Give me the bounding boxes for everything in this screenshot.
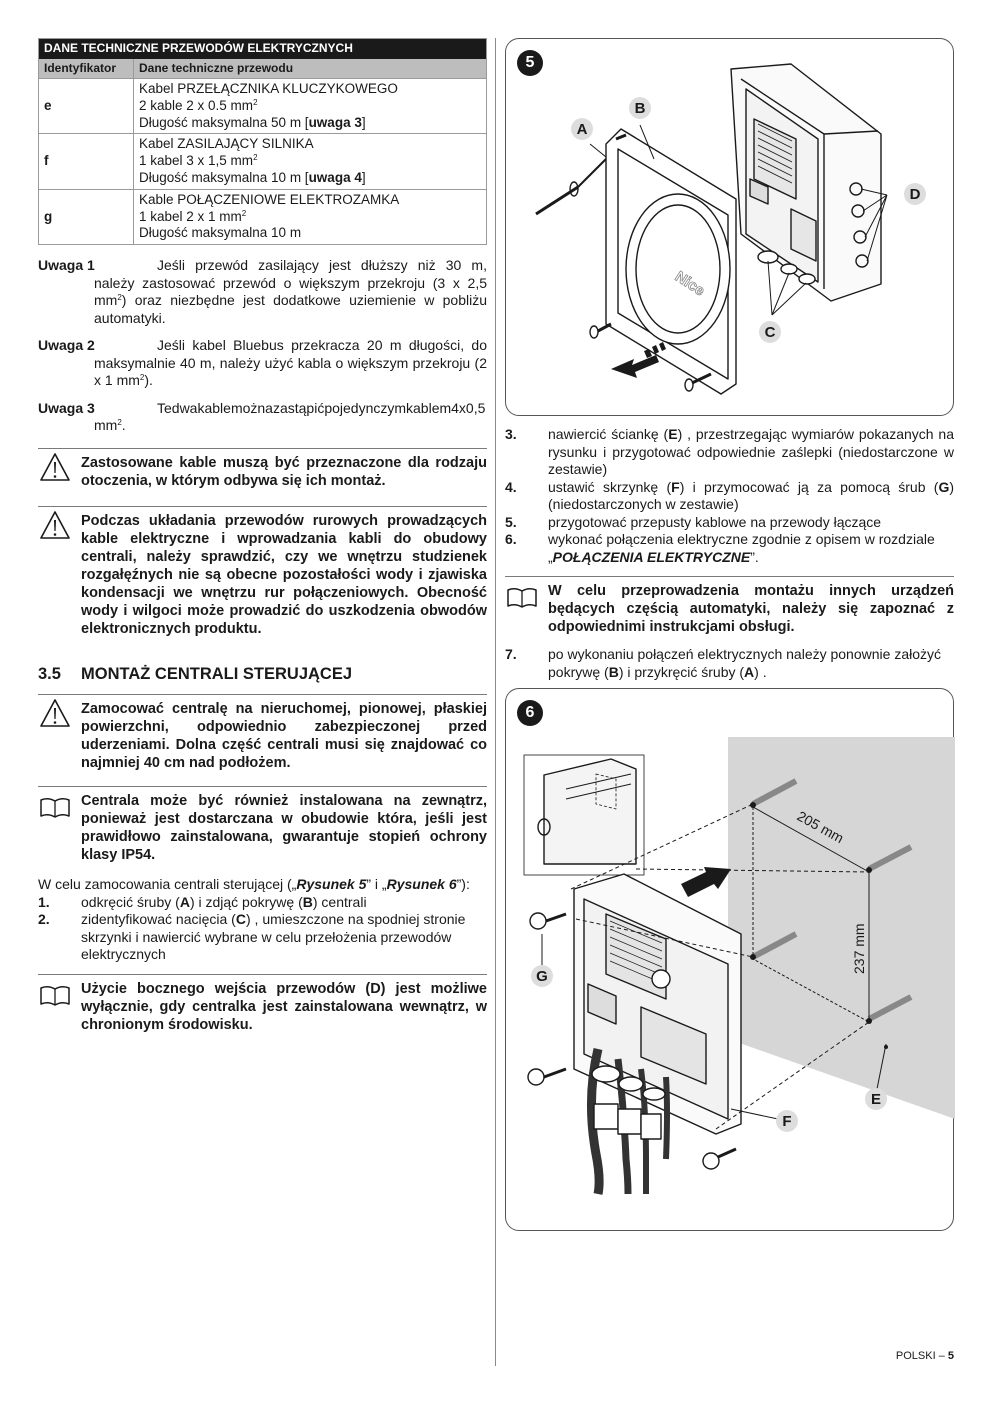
step-text: wykonać połączenia elektryczne zgodnie z opisem w rozdziale „ <box>548 531 935 565</box>
step-text: odkręcić śruby ( <box>81 893 180 910</box>
step-text: ) i zdjąć pokrywę ( <box>189 893 303 910</box>
section-number: 3.5 <box>38 664 61 683</box>
figure-number: 5 <box>517 50 543 76</box>
cable-name: Kabel PRZEŁĄCZNIKA KLUCZYKOWEGO <box>139 81 398 96</box>
page-number: 5 <box>947 1350 954 1362</box>
manual-book-icon <box>506 586 538 608</box>
table-header-id: Identyfikator <box>39 59 134 79</box>
step-text: ) i przymocować ją za pomocą śrub ( <box>679 478 939 495</box>
step-number: 7. <box>505 646 517 662</box>
steps-list-final <box>505 646 954 681</box>
step-number: 4. <box>505 478 517 495</box>
note-ref: uwaga 4 <box>308 169 362 185</box>
step-number: 6. <box>505 531 517 547</box>
step-number: 5. <box>505 513 517 530</box>
row-desc <box>134 189 487 244</box>
note-label: Uwaga 1 <box>38 257 95 274</box>
info-text: W celu przeprowadzenia montażu innych urządzeń będących częścią automatyki, należy się zapoznać z odpowiednimi instrukcjami obsługi. <box>548 583 954 635</box>
warning-text: Zamocować centralę na nieruchomej, pionowej, płaskiej powierzchni, odpowiednio zabezpieczonej przed uderzeniami. Dolna część centrali musi się znajdować co najmniej 40 cm nad podłożem. <box>81 701 487 772</box>
figure-6-frame <box>505 688 954 1231</box>
warning-mounting <box>38 694 487 772</box>
step-text: zidentyfikować nacięcia ( <box>81 911 236 928</box>
table-row <box>39 134 487 189</box>
warning-icon <box>39 452 71 482</box>
warning-cables <box>38 448 487 490</box>
figure-5 <box>505 38 954 416</box>
step-text: po wykonaniu połączeń elektrycznych należy ponownie założyć pokrywę ( <box>548 646 941 680</box>
table-row <box>39 189 487 244</box>
cable-length: Długość maksymalna 10 m [ <box>139 169 309 185</box>
row-desc <box>134 79 487 134</box>
nice-logo: Nice <box>671 268 708 300</box>
step-text: ) (niedostarczonych w zestawie) <box>548 478 955 512</box>
part-key: A <box>179 893 190 910</box>
step-number: 2. <box>38 911 50 928</box>
superscript: 2 <box>139 373 145 383</box>
chapter-ref: POŁĄCZENIA ELEKTRYCZNE <box>552 548 751 565</box>
figure-6-illustration <box>506 689 955 1404</box>
cable-spec: 1 kabel 3 x 1,5 mm <box>139 153 254 169</box>
steps-list-right <box>505 426 954 566</box>
step-text: nawiercić ściankę ( <box>548 426 669 442</box>
row-desc <box>134 134 487 189</box>
step-text: ) i przykręcić śruby ( <box>618 663 745 680</box>
warning-icon <box>39 698 71 728</box>
steps-list-left <box>38 894 487 964</box>
part-key: B <box>302 893 313 910</box>
section-heading <box>38 666 487 684</box>
step-text: ”. <box>750 548 759 565</box>
page-footer <box>896 1348 954 1366</box>
cable-spec: 2 kable 2 x 0.5 mm <box>139 97 254 113</box>
note-label: Uwaga 3 <box>38 399 95 416</box>
step-text: ) , przestrzegając wymiarów pokazanych na rysunku i przygotować odpowiednie zaślepki (niedostarczone w zestawie) <box>548 426 954 477</box>
dimension-horizontal: 205 mm <box>794 807 847 847</box>
callout-f: F <box>782 1113 792 1130</box>
intro-text: ” i „ <box>366 876 387 893</box>
note-1 <box>38 257 487 327</box>
info-text: Centrala może być również instalowana na zewnątrz, ponieważ jest dostarczana w obudowie która, jeśli jest prawidłowo zainstalowana, gwarantuje stopień ochrony klasy IP54. <box>81 793 487 864</box>
note-text-end: . <box>121 417 126 434</box>
bracket: ] <box>361 169 366 185</box>
wall <box>728 737 955 1119</box>
bracket: ] <box>361 114 366 130</box>
part-key: G <box>938 478 950 495</box>
callout-g: G <box>536 968 548 985</box>
note-text-end: ) oraz niezbędne jest dodatkowe uziemienie w pobliżu automatyki. <box>94 292 487 326</box>
step-text: przygotować przepusty kablowe na przewody łączące <box>548 513 882 530</box>
callout-d: D <box>909 186 921 203</box>
step-text: ) , umieszczone na spodniej stronie skrzynki i nawiercić wybrane w celu przełożenia przewodów elektrycznych <box>81 911 466 963</box>
list-item <box>505 646 954 681</box>
note-text: Tedwakablemożnazastąpićpojedynczymkablem4x0,5 mm <box>94 399 486 434</box>
warning-text: Zastosowane kable muszą być przeznaczone dla rodzaju otoczenia, w którym odbywa się ich montaż. <box>81 454 487 489</box>
info-other-devices <box>505 576 954 636</box>
info-text: Użycie bocznego wejścia przewodów (D) jest możliwe wyłącznie, gdy centralka jest zainstalowana wewnątrz, w chronionym środowisku. <box>81 980 487 1033</box>
cable-length: Długość maksymalna 10 m <box>139 225 302 241</box>
manual-book-icon <box>39 796 71 818</box>
left-column <box>38 38 487 1034</box>
note-ref: uwaga 3 <box>308 114 362 130</box>
list-item <box>505 514 954 532</box>
list-item <box>505 531 954 566</box>
part-key: A <box>744 663 755 680</box>
step-number: 3. <box>505 426 517 442</box>
section-title: MONTAŻ CENTRALI STERUJĄCEJ <box>81 664 353 683</box>
info-side-entry <box>38 974 487 1034</box>
list-item <box>38 911 487 964</box>
intro-text: W celu zamocowania centrali sterującej („ <box>38 876 297 893</box>
push-arrow <box>681 867 731 897</box>
right-column <box>505 38 954 681</box>
intro-paragraph <box>38 876 487 894</box>
callout-e: E <box>870 1091 882 1108</box>
note-label: Uwaga 2 <box>38 337 95 354</box>
step-text: ) . <box>754 663 767 680</box>
figure-5-illustration <box>506 39 955 417</box>
part-key: B <box>608 663 619 680</box>
footer-language: POLSKI – <box>895 1350 948 1362</box>
list-item <box>38 894 487 912</box>
superscript: 2 <box>117 293 122 303</box>
warning-icon <box>39 510 71 540</box>
superscript: 2 <box>253 153 258 163</box>
list-item <box>505 426 954 479</box>
column-divider <box>495 38 496 1366</box>
superscript: 2 <box>241 208 247 218</box>
figure-ref: Rysunek 5 <box>296 876 367 893</box>
figure-number: 6 <box>517 700 543 726</box>
note-text: Jeśli przewód zasilający jest dłuższy niż 30 m, należy zastosować przewód o większym przekroju (3 x 2,5 mm <box>94 257 487 309</box>
note-2 <box>38 337 487 390</box>
note-text-end: ). <box>144 372 153 389</box>
part-key: F <box>671 478 680 495</box>
row-id: f <box>39 134 134 189</box>
intro-text: ”): <box>456 876 470 893</box>
step-text: ustawić skrzynkę ( <box>548 478 672 495</box>
cable-length: Długość maksymalna 50 m [ <box>139 114 309 130</box>
cable-spec: 1 kabel 2 x 1 mm <box>139 208 242 224</box>
row-id: e <box>39 79 134 134</box>
cable-name: Kable POŁĄCZENIOWE ELEKTROZAMKA <box>139 191 400 207</box>
note-3 <box>38 400 487 435</box>
note-text: Jeśli kabel Bluebus przekracza 20 m długości, do maksymalnie 40 m, należy użyć kabla o większym przekroju (2 x 1 mm <box>94 337 487 389</box>
manual-book-icon <box>39 984 71 1006</box>
table-header-desc: Dane techniczne przewodu <box>134 59 487 79</box>
callout-b: B <box>634 100 646 117</box>
warning-water <box>38 506 487 638</box>
step-number: 1. <box>38 893 50 910</box>
info-outdoor <box>38 786 487 864</box>
cable-name: Kabel ZASILAJĄCY SILNIKA <box>139 136 314 152</box>
callout-a: A <box>576 121 588 138</box>
part-key: C <box>235 911 246 928</box>
cable-spec-table <box>38 38 487 245</box>
superscript: 2 <box>253 97 258 107</box>
part-key: E <box>668 426 678 442</box>
figure-ref: Rysunek 6 <box>386 876 457 893</box>
table-row <box>39 79 487 134</box>
list-item <box>505 479 954 514</box>
row-id: g <box>39 189 134 244</box>
superscript: 2 <box>117 418 122 428</box>
dimension-vertical: 237 mm <box>851 923 867 974</box>
step-text: ) centrali <box>312 893 367 910</box>
callout-c: C <box>764 324 776 341</box>
table-title: DANE TECHNICZNE PRZEWODÓW ELEKTRYCZNYCH <box>39 39 487 59</box>
warning-text: Podczas układania przewodów rurowych prowadzących kable elektryczne i wprowadzania kabli do obudowy centrali, należy sprawdzić, czy we wnętrzu studzienek rozgałęźnych nie są obecne pozostałości wody i zjawiska kondensacji we wnętrzu rur połączeniowych. Obecność wody i wilgoci może prowadzić do uszkodzenia obwodów elektronicznych produktu. <box>81 512 487 637</box>
